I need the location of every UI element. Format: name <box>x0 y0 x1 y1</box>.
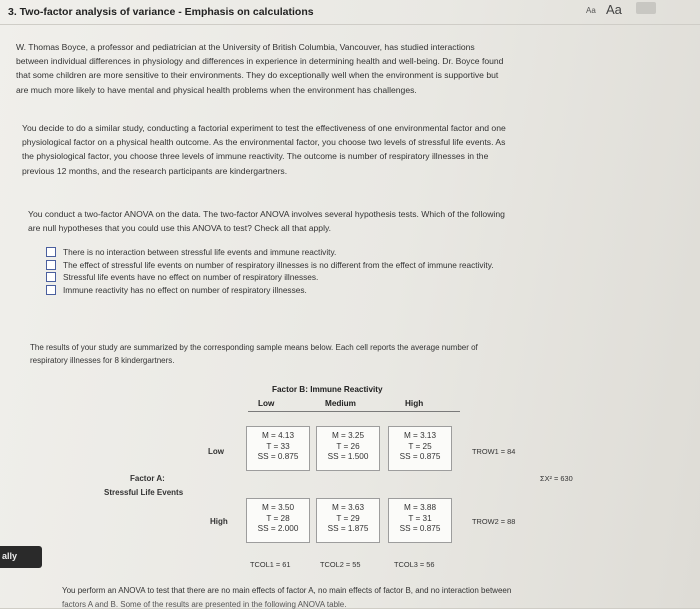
study-paragraph <box>22 121 506 178</box>
sum-x-squared: ΣX² = 630 <box>540 474 573 483</box>
anova-intro-line-2: factors A and B. Some of the results are presented in the following ANOVA table. <box>62 600 347 609</box>
cell-low-high <box>388 426 452 471</box>
cell-ss: SS = 2.000 <box>257 524 299 533</box>
print-icon[interactable] <box>636 2 656 14</box>
cell-mean: M = 3.63 <box>331 503 365 512</box>
decrease-font-button[interactable]: Aa <box>586 6 596 15</box>
results-line: The results of your study are summarized by the corresponding sample means below. Each cell reports the average number of <box>30 343 478 352</box>
intro-line: between individual differences in physiology and differences in experience in determining health and well-being. Dr. Boyce found <box>16 56 504 67</box>
option-label: Stressful life events have no effect on number of respiratory illnesses. <box>63 272 319 283</box>
anova-intro-line: You perform an ANOVA to test that there are no main effects of factor A, no main effects of factor B, and no interaction between <box>62 586 512 595</box>
results-line: respiratory illnesses for 8 kindergartners. <box>30 356 175 365</box>
option-checkbox[interactable] <box>46 272 56 282</box>
cell-mean: M = 3.13 <box>403 431 437 440</box>
hypothesis-option[interactable] <box>46 246 494 259</box>
level-b-low: Low <box>258 399 275 408</box>
factor-b-title: Factor B: Immune Reactivity <box>272 385 383 394</box>
row-label-low: Low <box>208 447 224 456</box>
factor-a-title: Factor A: <box>130 474 165 483</box>
cell-high-low <box>246 498 310 543</box>
cell-high-high <box>388 498 452 543</box>
intro-line: W. Thomas Boyce, a professor and pediatrician at the University of British Columbia, Vancouver, has studied interactions <box>16 42 475 52</box>
side-panel-tab[interactable]: ally <box>0 546 42 568</box>
problem-title: 3. Two-factor analysis of variance - Emphasis on calculations <box>8 6 314 18</box>
row-total-low: TROW1 = 84 <box>472 447 516 456</box>
cell-ss: SS = 0.875 <box>399 524 441 533</box>
header-divider <box>0 24 700 25</box>
intro-line: are much more likely to have mental and physical health problems when the environment has challenges. <box>16 84 417 95</box>
option-checkbox[interactable] <box>46 260 56 270</box>
col-total-medium: TCOL2 = 55 <box>320 560 361 569</box>
results-paragraph <box>30 341 640 367</box>
cell-mean: M = 3.50 <box>261 503 295 512</box>
table-header-rule <box>248 411 460 412</box>
question-line: are null hypotheses that you could use this ANOVA to test? Check all that apply. <box>28 223 332 234</box>
question-line: You conduct a two-factor ANOVA on the data. The two-factor ANOVA involves several hypothesis tests. Which of the following <box>28 209 505 219</box>
option-label: The effect of stressful life events on number of respiratory illnesses is no different from the effect of immune reactivity. <box>63 259 494 270</box>
cell-mean: M = 3.25 <box>331 431 365 440</box>
row-label-high: High <box>210 517 228 526</box>
factor-a-name: Stressful Life Events <box>104 488 184 497</box>
intro-line: that some children are more sensitive to their environments. They do exceptionally well when the environment is supportive but <box>16 70 499 81</box>
study-line: physiological factor on a physical health outcome. As the environmental factor, you choose two levels of stressful life events. As <box>22 137 506 148</box>
cell-total: T = 31 <box>408 513 432 523</box>
row-total-high: TROW2 = 88 <box>472 517 516 526</box>
col-total-low: TCOL1 = 61 <box>250 560 291 569</box>
cell-ss: SS = 1.500 <box>327 452 369 461</box>
level-b-high: High <box>405 399 424 408</box>
cell-total: T = 28 <box>266 513 290 523</box>
cell-total: T = 33 <box>266 441 290 451</box>
cell-ss: SS = 1.875 <box>327 524 369 533</box>
level-b-medium: Medium <box>325 399 356 408</box>
study-line: the physiological factor, you choose three levels of immune reactivity. The outcome is number of respiratory illnesses in the <box>22 151 489 162</box>
study-line: You decide to do a similar study, conducting a factorial experiment to test the effectiveness of one environmental factor and one <box>22 123 506 133</box>
cell-mean: M = 4.13 <box>261 431 295 440</box>
hypothesis-option[interactable] <box>46 259 494 272</box>
cell-total: T = 25 <box>408 441 432 451</box>
hypothesis-checklist <box>46 246 494 296</box>
hypothesis-option[interactable] <box>46 271 494 284</box>
option-checkbox[interactable] <box>46 285 56 295</box>
option-checkbox[interactable] <box>46 247 56 257</box>
question-paragraph <box>28 207 505 235</box>
study-line: previous 12 months, and the research participants are kindergartners. <box>22 165 288 176</box>
cell-high-medium <box>316 498 380 543</box>
option-label: Immune reactivity has no effect on number of respiratory illnesses. <box>63 285 307 296</box>
option-label: There is no interaction between stressful life events and immune reactivity. <box>63 247 337 258</box>
increase-font-button[interactable]: Aa <box>606 2 622 17</box>
cell-ss: SS = 0.875 <box>399 452 441 461</box>
intro-paragraph <box>16 40 503 97</box>
cell-mean: M = 3.88 <box>403 503 437 512</box>
cell-total: T = 29 <box>336 513 360 523</box>
hypothesis-option[interactable] <box>46 284 494 297</box>
cell-ss: SS = 0.875 <box>257 452 299 461</box>
cell-total: T = 26 <box>336 441 360 451</box>
cell-low-low <box>246 426 310 471</box>
cell-low-medium <box>316 426 380 471</box>
col-total-high: TCOL3 = 56 <box>394 560 435 569</box>
